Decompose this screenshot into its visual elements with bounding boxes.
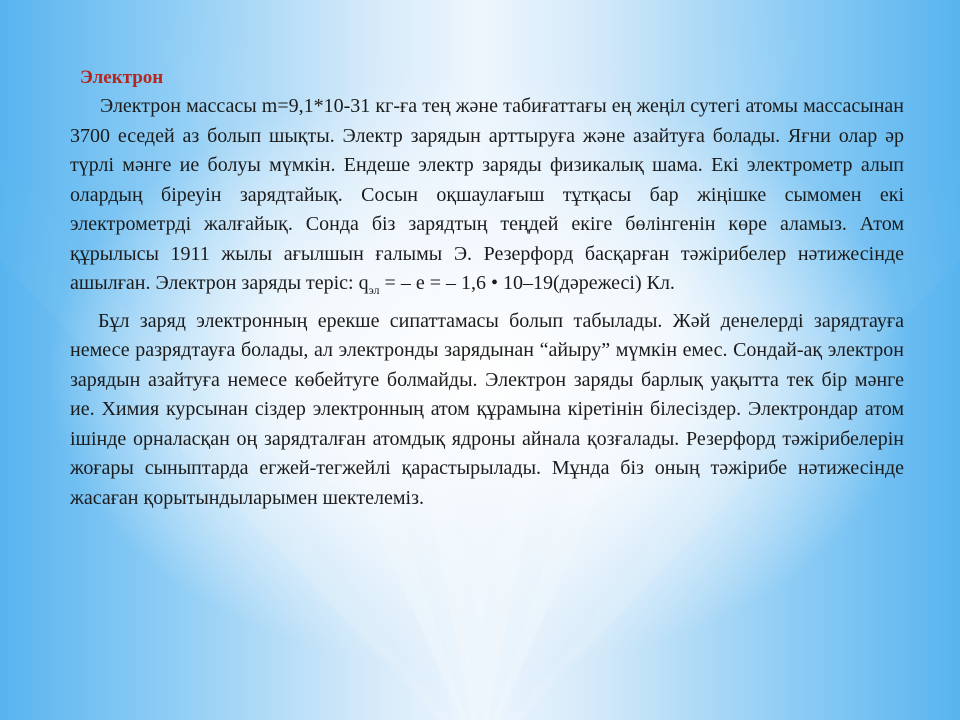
charge-subscript: эл (368, 283, 380, 297)
paragraph-2: Бұл заряд электронның ерекше сипаттамасы болып табылады. Жәй денелерді зарядтауға немесе разрядтауға болады, ал электронды зарядынан “айыру” мүмкін емес. Сондай-ақ электрон зарядын азайтуға немесе көбейтуге болмайды. Электрон заряды барлық уақытта тек бір мәнге ие. Химия курсынан сіздер электронның атом құрамына кіретінін білесіздер. Электрондар атом ішінде орналасқан оң зарядталған атомдық ядроны айнала қозғалады. Резерфорд тәжірибелерін жоғары сыныптарда егжей-тегжейлі қарастырылады. Мұнда біз оның тәжірибе нәтижесінде жасаған қорытындыларымен шектелеміз. (70, 309, 904, 509)
slide-content (70, 66, 904, 513)
slide-title: Электрон (80, 67, 164, 88)
paragraph-1-text: Электрон массасы m=9,1*10-31 кг-ға тең және табиғаттағы ең жеңіл сутегі атомы массасынан 3700 еседей аз болып шықты. Электр зарядын арттыруға және азайтуға болады. Яғни олар әр түрлі мәнге ие болуы мүмкін. Ендеше электр заряды физикалық шама. Екі электрометр алып олардың біреуін зарядтайық. Сосын оқшаулағыш тұтқасы бар жіңішке сымомен екі электрометрді жалғайық. Сонда біз зарядтың теңдей екіге бөлінгенін көре аламыз. Атом құрылысы 1911 жылы ағылшын ғалымы Э. Резерфорд басқарған тәжірибелер нәтижесінде ашылған. Электрон заряды теріс: q (70, 95, 904, 294)
paragraph-1 (70, 92, 904, 299)
charge-formula-text: = – e = – 1,6 • 10–19(дәрежесі) Кл. (379, 272, 675, 294)
